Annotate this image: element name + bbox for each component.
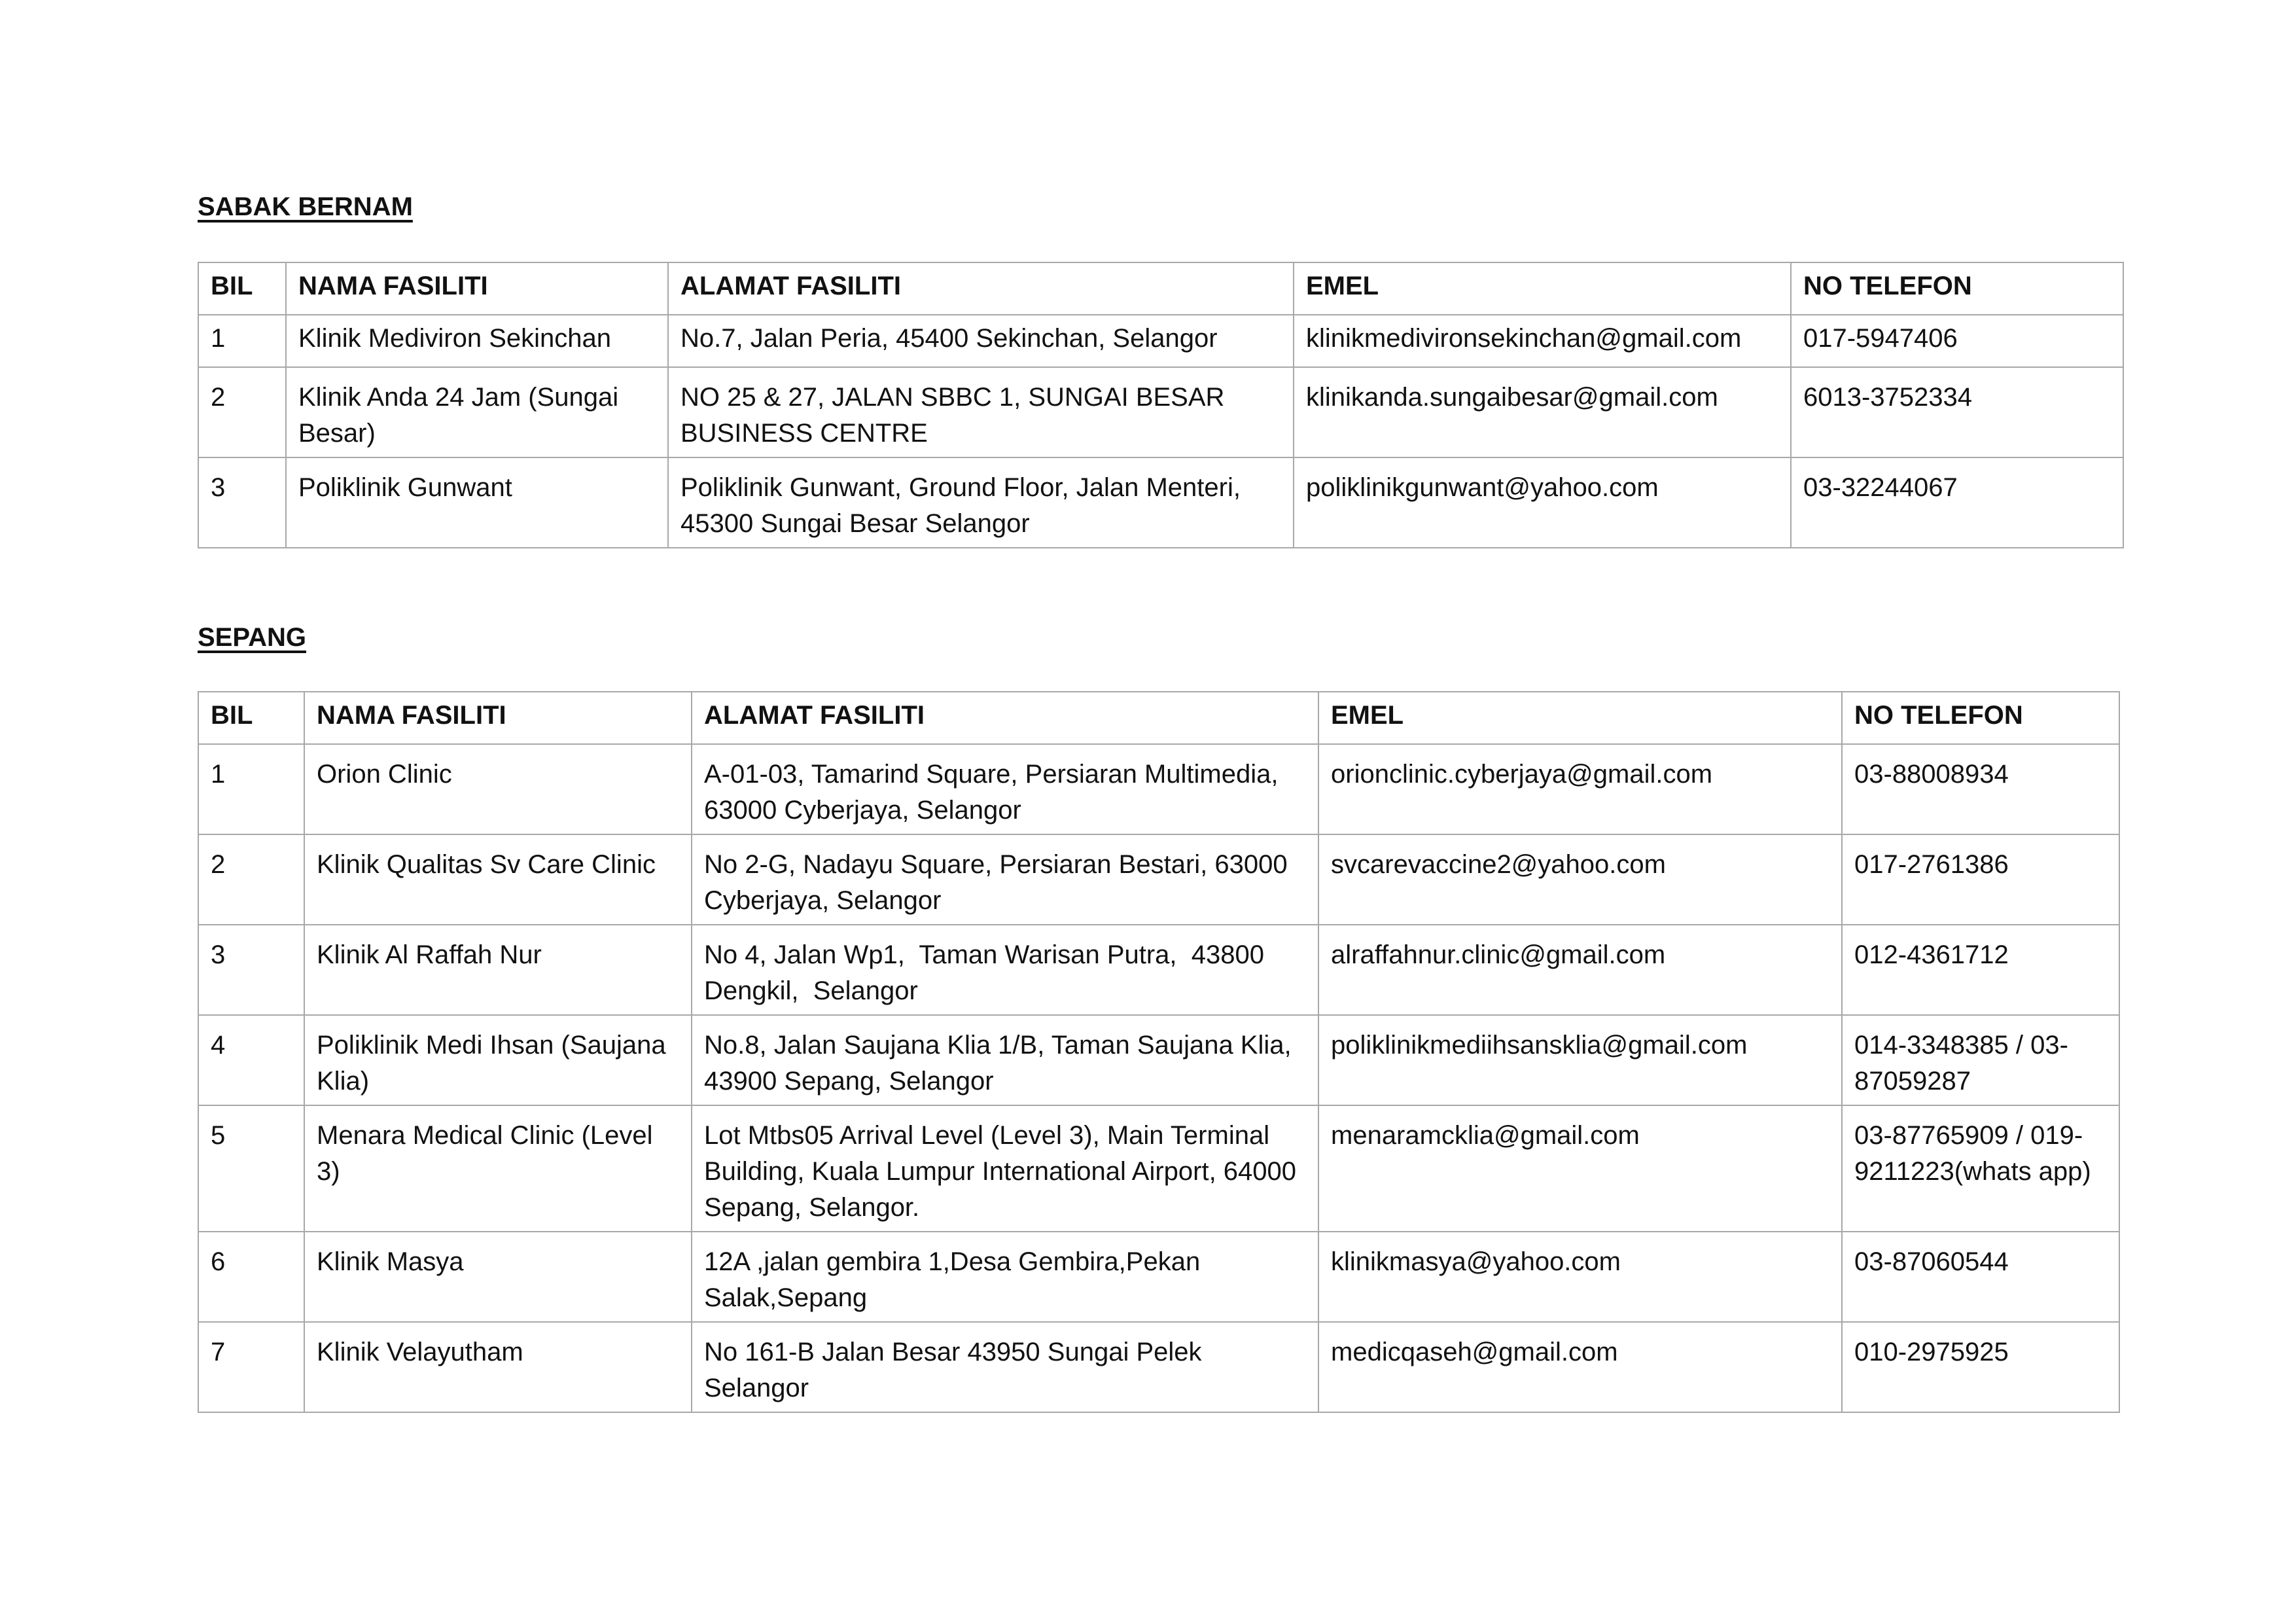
- cell-bil: 7: [198, 1322, 304, 1412]
- cell-emel: poliklinikgunwant@yahoo.com: [1294, 457, 1791, 548]
- column-header-emel: EMEL: [1318, 692, 1842, 744]
- cell-no-telefon: 012-4361712: [1842, 925, 2119, 1015]
- section-title: SEPANG: [198, 623, 306, 652]
- table-row: [198, 367, 2123, 457]
- cell-alamat-fasiliti: No 2-G, Nadayu Square, Persiaran Bestari, 63000 Cyberjaya, Selangor: [692, 834, 1318, 925]
- cell-nama-fasiliti: Klinik Mediviron Sekinchan: [286, 315, 668, 367]
- column-header-nama-fasiliti: NAMA FASILITI: [304, 692, 692, 744]
- cell-nama-fasiliti: Orion Clinic: [304, 744, 692, 834]
- cell-no-telefon: 017-5947406: [1791, 315, 2123, 367]
- cell-nama-fasiliti: Poliklinik Gunwant: [286, 457, 668, 548]
- cell-emel: svcarevaccine2@yahoo.com: [1318, 834, 1842, 925]
- cell-nama-fasiliti: Klinik Masya: [304, 1232, 692, 1322]
- cell-no-telefon: 03-88008934: [1842, 744, 2119, 834]
- column-header-no-telefon: NO TELEFON: [1791, 262, 2123, 315]
- facility-table: [198, 691, 2120, 1413]
- table-row: [198, 834, 2119, 925]
- cell-emel: klinikmasya@yahoo.com: [1318, 1232, 1842, 1322]
- cell-alamat-fasiliti: Poliklinik Gunwant, Ground Floor, Jalan Menteri, 45300 Sungai Besar Selangor: [668, 457, 1294, 548]
- cell-emel: poliklinikmediihsansklia@gmail.com: [1318, 1015, 1842, 1105]
- cell-alamat-fasiliti: No.7, Jalan Peria, 45400 Sekinchan, Selangor: [668, 315, 1294, 367]
- cell-emel: orionclinic.cyberjaya@gmail.com: [1318, 744, 1842, 834]
- column-header-bil: BIL: [198, 692, 304, 744]
- cell-emel: klinikmedivironsekinchan@gmail.com: [1294, 315, 1791, 367]
- facility-table: [198, 262, 2124, 548]
- cell-nama-fasiliti: Menara Medical Clinic (Level 3): [304, 1105, 692, 1232]
- cell-nama-fasiliti: Klinik Anda 24 Jam (Sungai Besar): [286, 367, 668, 457]
- cell-no-telefon: 014-3348385 / 03-87059287: [1842, 1015, 2119, 1105]
- cell-bil: 1: [198, 315, 286, 367]
- cell-no-telefon: 017-2761386: [1842, 834, 2119, 925]
- cell-alamat-fasiliti: No 161-B Jalan Besar 43950 Sungai Pelek Selangor: [692, 1322, 1318, 1412]
- column-header-no-telefon: NO TELEFON: [1842, 692, 2119, 744]
- cell-emel: menaramcklia@gmail.com: [1318, 1105, 1842, 1232]
- column-header-bil: BIL: [198, 262, 286, 315]
- cell-bil: 3: [198, 457, 286, 548]
- table-row: [198, 925, 2119, 1015]
- column-header-emel: EMEL: [1294, 262, 1791, 315]
- cell-emel: medicqaseh@gmail.com: [1318, 1322, 1842, 1412]
- cell-no-telefon: 03-87765909 / 019-9211223(whats app): [1842, 1105, 2119, 1232]
- column-header-alamat-fasiliti: ALAMAT FASILITI: [668, 262, 1294, 315]
- section-title: SABAK BERNAM: [198, 192, 413, 221]
- cell-nama-fasiliti: Klinik Velayutham: [304, 1322, 692, 1412]
- cell-nama-fasiliti: Klinik Al Raffah Nur: [304, 925, 692, 1015]
- cell-bil: 5: [198, 1105, 304, 1232]
- cell-emel: klinikanda.sungaibesar@gmail.com: [1294, 367, 1791, 457]
- cell-alamat-fasiliti: Lot Mtbs05 Arrival Level (Level 3), Main Terminal Building, Kuala Lumpur International Airport, 64000 Sepang, Selangor.: [692, 1105, 1318, 1232]
- table-header-row: [198, 262, 2123, 315]
- cell-alamat-fasiliti: NO 25 & 27, JALAN SBBC 1, SUNGAI BESAR BUSINESS CENTRE: [668, 367, 1294, 457]
- table-row: [198, 457, 2123, 548]
- column-header-nama-fasiliti: NAMA FASILITI: [286, 262, 668, 315]
- cell-no-telefon: 03-32244067: [1791, 457, 2123, 548]
- cell-alamat-fasiliti: No.8, Jalan Saujana Klia 1/B, Taman Saujana Klia, 43900 Sepang, Selangor: [692, 1015, 1318, 1105]
- cell-emel: alraffahnur.clinic@gmail.com: [1318, 925, 1842, 1015]
- cell-bil: 4: [198, 1015, 304, 1105]
- table-row: [198, 315, 2123, 367]
- table-row: [198, 1015, 2119, 1105]
- cell-no-telefon: 03-87060544: [1842, 1232, 2119, 1322]
- table-row: [198, 1322, 2119, 1412]
- cell-alamat-fasiliti: No 4, Jalan Wp1, Taman Warisan Putra, 43800 Dengkil, Selangor: [692, 925, 1318, 1015]
- cell-alamat-fasiliti: 12A ,jalan gembira 1,Desa Gembira,Pekan Salak,Sepang: [692, 1232, 1318, 1322]
- table-row: [198, 1232, 2119, 1322]
- table-header-row: [198, 692, 2119, 744]
- cell-bil: 2: [198, 834, 304, 925]
- cell-bil: 1: [198, 744, 304, 834]
- cell-no-telefon: 010-2975925: [1842, 1322, 2119, 1412]
- cell-nama-fasiliti: Poliklinik Medi Ihsan (Saujana Klia): [304, 1015, 692, 1105]
- column-header-alamat-fasiliti: ALAMAT FASILITI: [692, 692, 1318, 744]
- cell-nama-fasiliti: Klinik Qualitas Sv Care Clinic: [304, 834, 692, 925]
- cell-alamat-fasiliti: A-01-03, Tamarind Square, Persiaran Multimedia, 63000 Cyberjaya, Selangor: [692, 744, 1318, 834]
- cell-bil: 2: [198, 367, 286, 457]
- table-row: [198, 1105, 2119, 1232]
- cell-bil: 3: [198, 925, 304, 1015]
- cell-bil: 6: [198, 1232, 304, 1322]
- table-row: [198, 744, 2119, 834]
- cell-no-telefon: 6013-3752334: [1791, 367, 2123, 457]
